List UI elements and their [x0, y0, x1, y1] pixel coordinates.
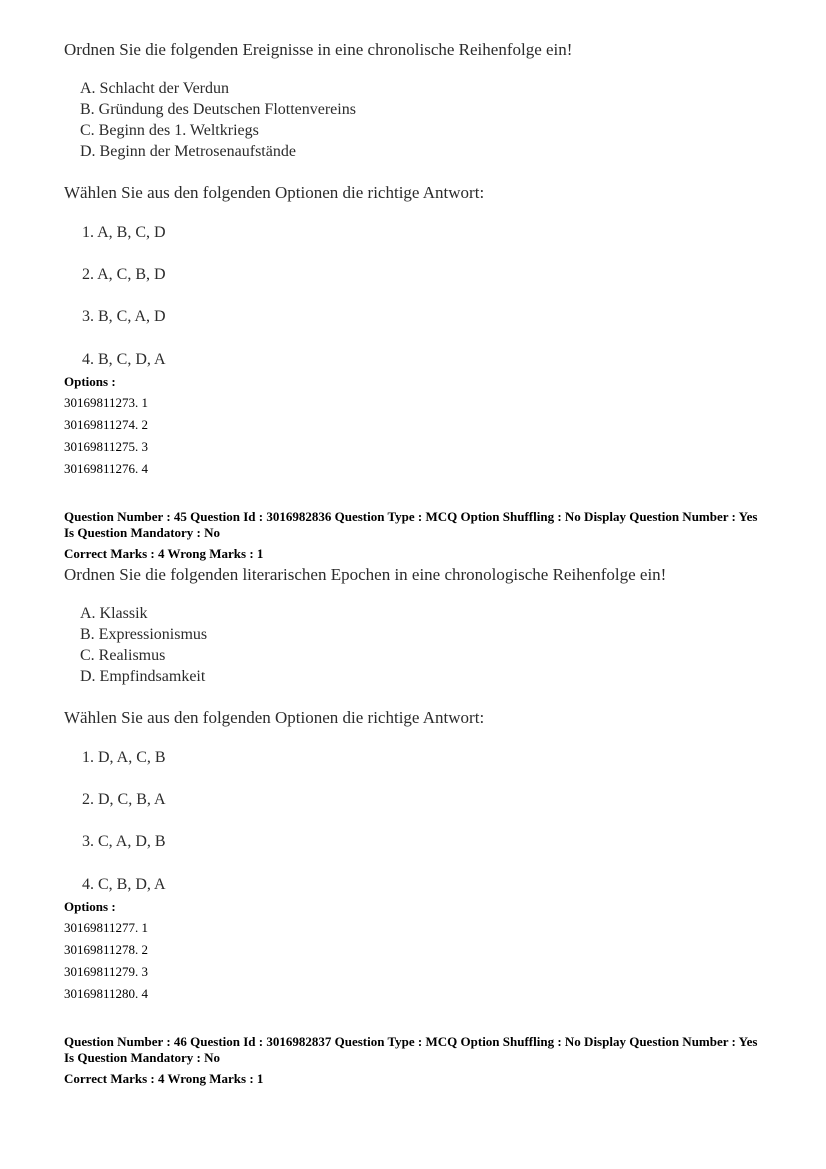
- question-meta: Question Number : 45 Question Id : 3016982836 Question Type : MCQ Option Shuffling : No Display Question Number : Yes Is Question Mandatory : No: [64, 509, 758, 540]
- answer-prompt: Wählen Sie aus den folgenden Optionen die richtige Antwort:: [64, 183, 485, 202]
- statement-a: A. Schlacht der Verdun: [80, 80, 229, 97]
- answer-choice-1: 1. A, B, C, D: [82, 224, 166, 241]
- answer-choice-4: 4. B, C, D, A: [82, 351, 166, 368]
- question-text: Ordnen Sie die folgenden Ereignisse in eine chronolische Reihenfolge ein!: [64, 40, 573, 59]
- marks-line: Correct Marks : 4 Wrong Marks : 1: [64, 546, 264, 561]
- option-id-4: 30169811280. 4: [64, 986, 149, 1001]
- answer-choice-2: 2. D, C, B, A: [82, 791, 166, 808]
- options-label: Options :: [64, 374, 116, 389]
- statement-c: C. Beginn des 1. Weltkriegs: [80, 122, 259, 139]
- question-meta: Question Number : 46 Question Id : 3016982837 Question Type : MCQ Option Shuffling : No Display Question Number : Yes Is Question Mandatory : No: [64, 1034, 758, 1065]
- option-id-3: 30169811275. 3: [64, 439, 149, 454]
- answer-choice-3: 3. B, C, A, D: [82, 308, 166, 325]
- option-id-2: 30169811274. 2: [64, 417, 149, 432]
- option-id-2: 30169811278. 2: [64, 942, 149, 957]
- option-id-4: 30169811276. 4: [64, 461, 149, 476]
- marks-line: Correct Marks : 4 Wrong Marks : 1: [64, 1071, 264, 1086]
- answer-choice-1: 1. D, A, C, B: [82, 749, 166, 766]
- answer-choice-3: 3. C, A, D, B: [82, 833, 166, 850]
- question-text: Ordnen Sie die folgenden literarischen Epochen in eine chronologische Reihenfolge ein!: [64, 565, 667, 584]
- statement-c: C. Realismus: [80, 647, 166, 664]
- answer-choice-2: 2. A, C, B, D: [82, 266, 166, 283]
- statement-b: B. Gründung des Deutschen Flottenvereins: [80, 101, 356, 118]
- statement-d: D. Empfindsamkeit: [80, 668, 206, 685]
- option-id-1: 30169811277. 1: [64, 920, 149, 935]
- options-label: Options :: [64, 899, 116, 914]
- statement-a: A. Klassik: [80, 605, 148, 622]
- option-id-1: 30169811273. 1: [64, 395, 149, 410]
- answer-choice-4: 4. C, B, D, A: [82, 876, 166, 893]
- answer-prompt: Wählen Sie aus den folgenden Optionen die richtige Antwort:: [64, 708, 485, 727]
- statement-d: D. Beginn der Metrosenaufstände: [80, 143, 296, 160]
- statement-b: B. Expressionismus: [80, 626, 208, 643]
- option-id-3: 30169811279. 3: [64, 964, 149, 979]
